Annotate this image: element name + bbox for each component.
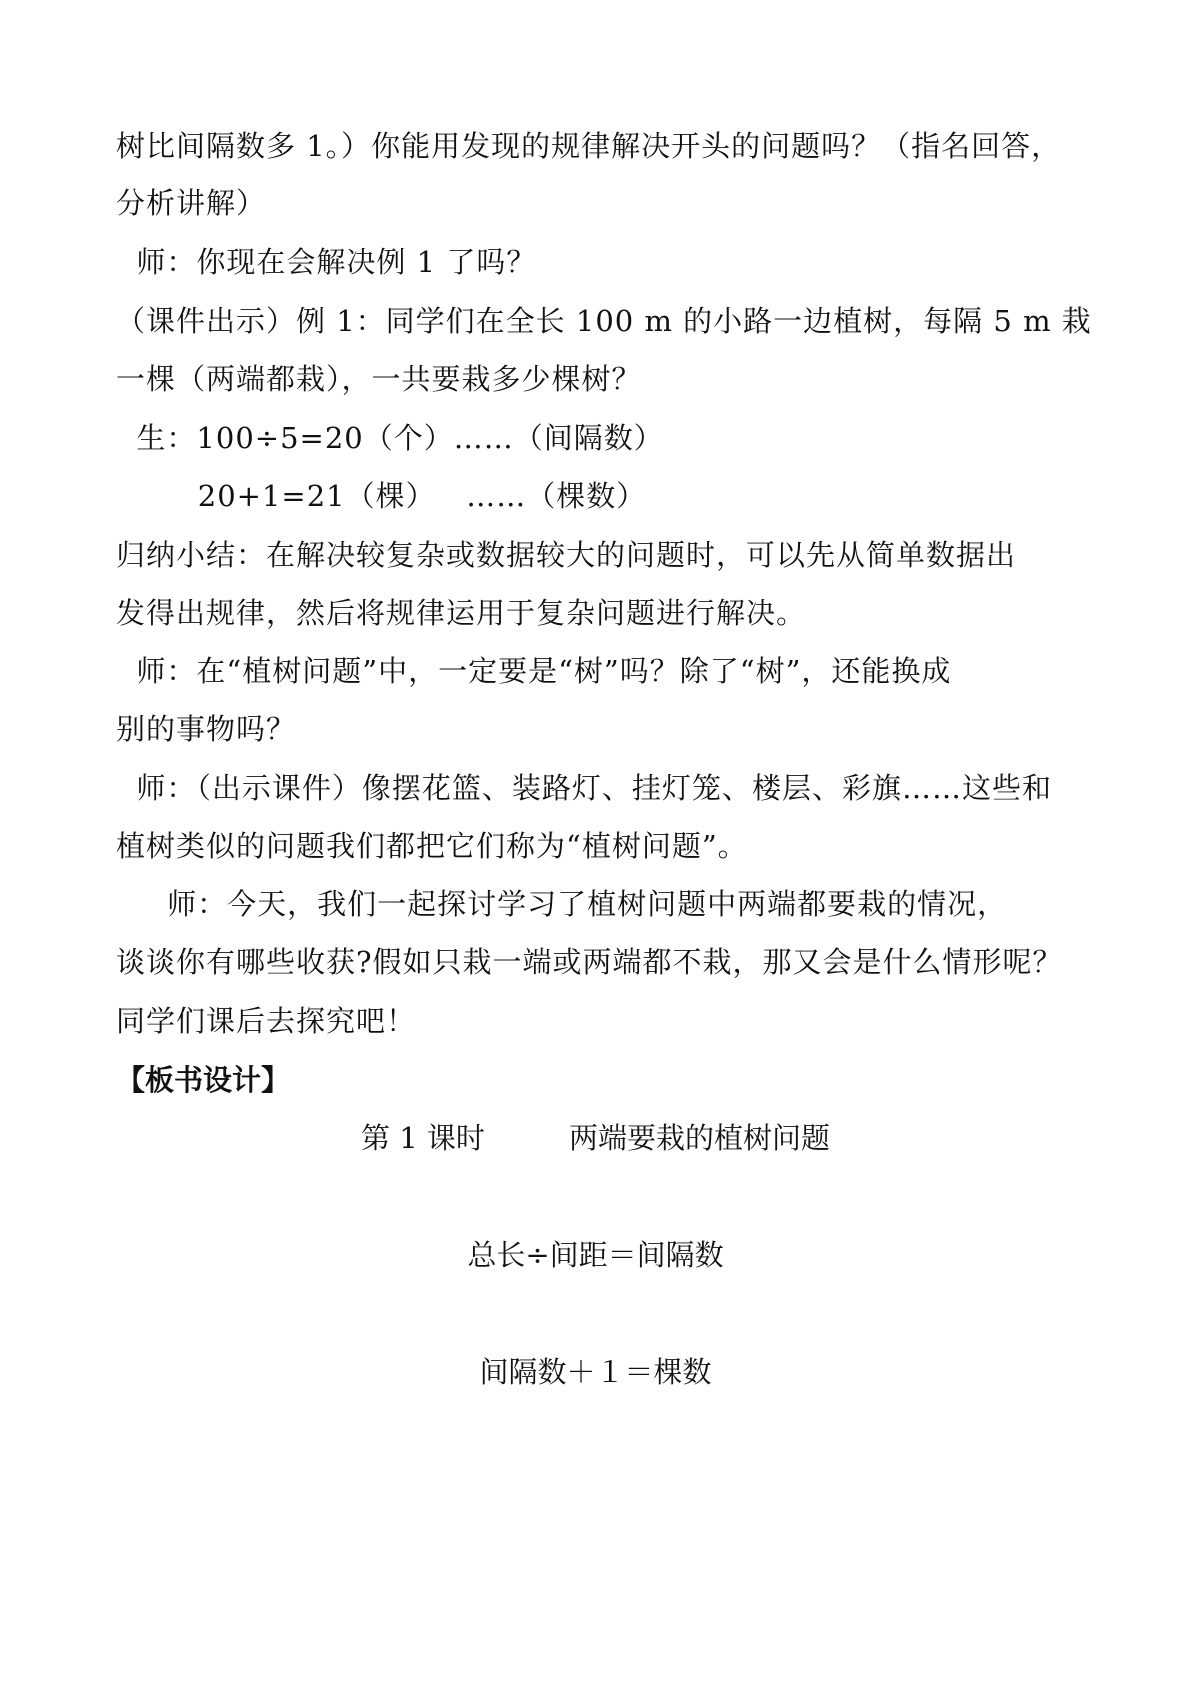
text-line: 师：（出示课件）像摆花篮、装路灯、挂灯笼、楼层、彩旗……这些和 xyxy=(116,771,1052,805)
text-line: 同学们课后去探究吧！ xyxy=(116,1004,417,1038)
text-line: 树比间隔数多 1。）你能用发现的规律解决开头的问题吗？（指名回答， xyxy=(116,129,1062,163)
text-line: 生：100÷5=20（个）……（间隔数） xyxy=(116,421,664,455)
board-design-heading: 【板书设计】 xyxy=(116,1063,291,1097)
text-line: 发得出规律，然后将规律运用于复杂问题进行解决。 xyxy=(116,596,807,630)
lesson-label: 第 1 课时 xyxy=(361,1121,485,1155)
formula-tree-count: 间隔数＋１＝棵数 xyxy=(479,1355,712,1389)
text-line: 归纳小结：在解决较复杂或数据较大的问题时，可以先从简单数据出 xyxy=(116,538,1017,572)
text-line: 师：在“植树问题”中，一定要是“树”吗？除了“树”，还能换成 xyxy=(116,654,952,688)
formula-interval-count: 总长÷间距＝间隔数 xyxy=(467,1238,724,1272)
text-line: 师：今天，我们一起探讨学习了植树问题中两端都要栽的情况， xyxy=(116,887,1008,921)
text-line: （课件出示）例 1：同学们在全长 100 m 的小路一边植树，每隔 5 m 栽 xyxy=(116,304,1092,338)
lesson-topic: 两端要栽的植树问题 xyxy=(568,1121,830,1155)
text-line: 师：你现在会解决例 1 了吗？ xyxy=(116,245,537,279)
text-line: 植树类似的问题我们都把它们称为“植树问题”。 xyxy=(116,829,748,863)
text-line: 20+1=21（棵） ……（棵数） xyxy=(116,479,647,513)
text-line: 谈谈你有哪些收获?假如只栽一端或两端都不栽，那又会是什么情形呢？ xyxy=(116,945,1063,979)
text-line: 别的事物吗？ xyxy=(116,712,297,746)
text-line: 分析讲解） xyxy=(116,186,267,220)
text-line: 一棵（两端都栽），一共要栽多少棵树？ xyxy=(116,362,642,396)
board-title xyxy=(0,1120,1191,1156)
